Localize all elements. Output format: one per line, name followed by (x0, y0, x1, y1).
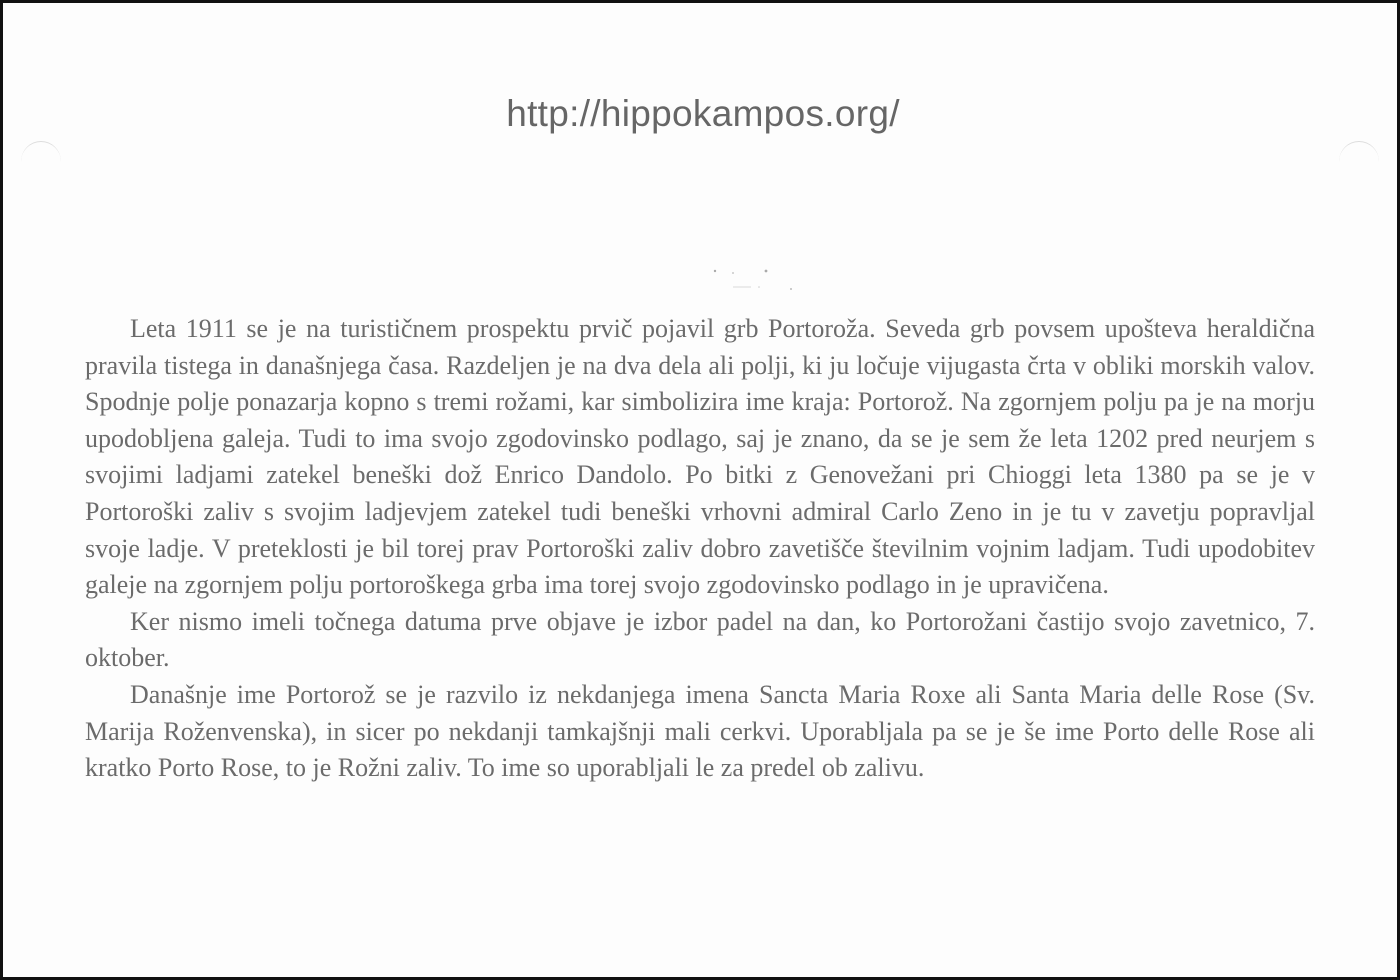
paragraph-1: Leta 1911 se je na turističnem prospektu prvič pojavil grb Portoroža. Seveda grb povsem upošteva heraldična pravila tistega in današnjega časa. Razdeljen je na dva dela ali polji, ki ju ločuje vijugasta črta v obliki morskih valov. Spodnje polje ponazarja kopno s tremi rožami, kar simbolizira ime kraja: Portorož. Na zgornjem polju pa je na morju upodobljena galeja. Tudi to ima svojo zgodovinsko podlago, saj je znano, da se je sem že leta 1202 pred neurjem s svojimi ladjami zatekel beneški dož Enrico Dandolo. Po bitki z Genovežani pri Chioggi leta 1380 pa se je v Portoroški zaliv s svojim ladjevjem zatekel tudi beneški vrhovni admiral Carlo Zeno in je tu v zavetju popravljal svoje ladje. V preteklosti je bil torej prav Portoroški zaliv dobro zavetišče številnim vojnim ladjam. Tudi upodobitev galeje na zgornjem polju portoroškega grba ima torej svojo zgodovinsko podlago in je upravičena. (85, 314, 1315, 600)
corner-mark-left (21, 141, 61, 182)
article-body (85, 311, 1315, 787)
paragraph-2: Ker nismo imeli točnega datuma prve objave je izbor padel na dan, ko Portorožani častijo svojo zavetnico, 7. oktober. (85, 606, 1315, 673)
paragraph-3: Današnje ime Portorož se je razvilo iz nekdanjega imena Sancta Maria Roxe ali Santa Maria delle Rose (Sv. Marija Roženvenska), in sicer po nekdanji tamkajšnji mali cerkvi. Uporabljala pa se je še ime Porto delle Rose ali kratko Porto Rose, to je Rožni zaliv. To ime so uporabljali le za predel ob zalivu. (85, 679, 1315, 783)
header-url: http://hippokampos.org/ (506, 93, 900, 134)
scan-speck (693, 265, 813, 295)
corner-mark-right (1339, 141, 1379, 182)
